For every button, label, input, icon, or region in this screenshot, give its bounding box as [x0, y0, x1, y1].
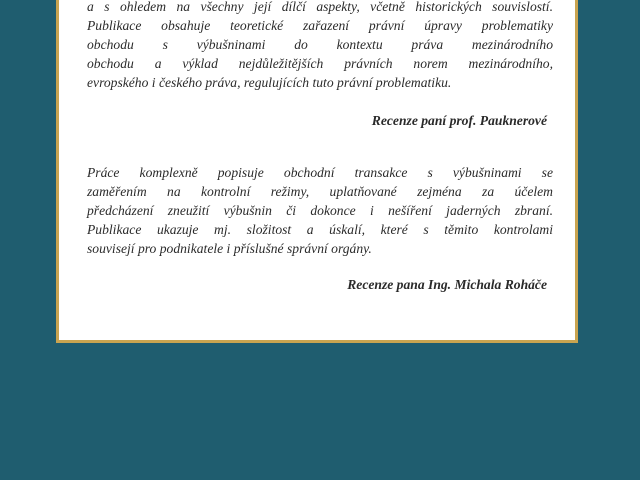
review-1-signature: Recenze paní prof. Pauknerové	[371, 113, 547, 128]
review-panel	[56, 0, 578, 343]
review-paragraph-2	[87, 163, 553, 258]
review-2-line: zaměřením na kontrolní režimy, uplatňované zejména za účelem	[87, 184, 553, 199]
review-2-signature: Recenze pana Ing. Michala Roháče	[347, 277, 547, 292]
review-2-line: Práce komplexně popisuje obchodní transakce s výbušninami se	[87, 165, 553, 180]
review-2-line: souvisejí pro podnikatele i příslušné správní orgány.	[87, 241, 372, 256]
review-paragraph-1	[87, 0, 553, 92]
review-1-line: a s ohledem na všechny její dílčí aspekty, včetně historických souvislostí.	[87, 0, 553, 14]
review-1-line: obchodu s výbušninami do kontextu práva mezinárodního	[87, 37, 553, 52]
review-1-line: evropského i českého práva, regulujících tuto právní problematiku.	[87, 75, 452, 90]
review-1-line: Publikace obsahuje teoretické zařazení právní úpravy problematiky	[87, 18, 553, 33]
review-2-line: předcházení zneužití výbušnin či dokonce i nešíření jaderných zbraní.	[87, 203, 553, 218]
review-1-line: obchodu a výklad nejdůležitějších právních norem mezinárodního,	[87, 56, 553, 71]
review-2-line: Publikace ukazuje mj. složitost a úskalí, které s těmito kontrolami	[87, 222, 553, 237]
